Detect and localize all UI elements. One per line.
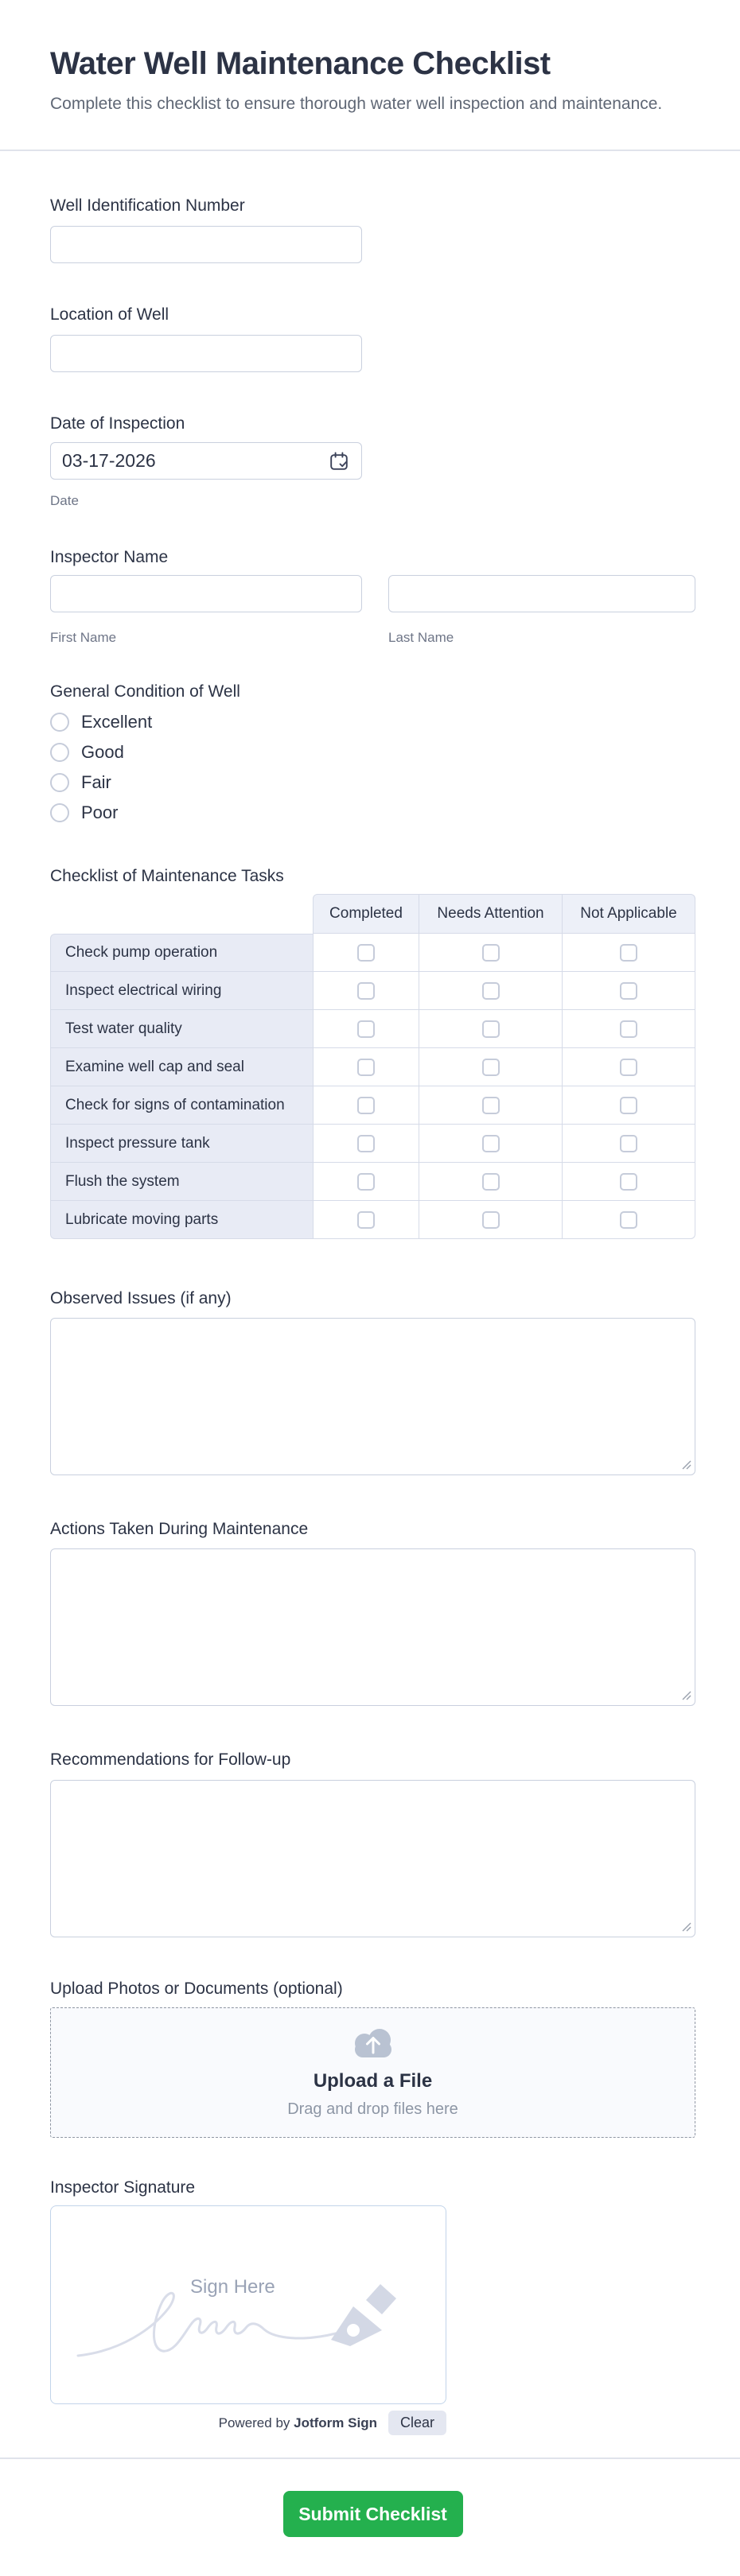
upload-hint: Drag and drop files here — [287, 2100, 458, 2119]
inspector-name-label: Inspector Name — [50, 548, 169, 567]
matrix-checkbox-needs-attention[interactable] — [419, 1086, 563, 1125]
matrix-row-label: Flush the system — [50, 1163, 313, 1201]
checkbox-icon[interactable] — [620, 1173, 637, 1191]
matrix-checkbox-not-applicable[interactable] — [563, 1086, 695, 1125]
matrix-checkbox-not-applicable[interactable] — [563, 1163, 695, 1201]
last-name-input[interactable] — [388, 575, 695, 612]
submit-button[interactable]: Submit Checklist — [283, 2491, 463, 2537]
checkbox-icon[interactable] — [357, 1135, 375, 1152]
matrix-row-label: Examine well cap and seal — [50, 1048, 313, 1086]
page-subtitle: Complete this checklist to ensure thorough water well inspection and maintenance. — [50, 95, 663, 113]
powered-by-text — [219, 2415, 377, 2431]
matrix-checkbox-needs-attention[interactable] — [419, 1201, 563, 1239]
matrix-checkbox-not-applicable[interactable] — [563, 1125, 695, 1163]
checkbox-icon[interactable] — [357, 1020, 375, 1038]
matrix-checkbox-not-applicable[interactable] — [563, 972, 695, 1010]
recommendations-textarea[interactable] — [50, 1780, 695, 1937]
matrix-checkbox-completed[interactable] — [313, 972, 419, 1010]
matrix-row-label: Check for signs of contamination — [50, 1086, 313, 1125]
radio-option-fair[interactable] — [50, 771, 695, 794]
matrix-row-label: Lubricate moving parts — [50, 1201, 313, 1239]
radio-icon[interactable] — [50, 743, 69, 762]
checkbox-icon[interactable] — [357, 944, 375, 962]
checkbox-icon[interactable] — [357, 1059, 375, 1076]
matrix-checkbox-completed[interactable] — [313, 1125, 419, 1163]
matrix-col-header-not-applicable: Not Applicable — [563, 894, 695, 934]
checkbox-icon[interactable] — [482, 1211, 500, 1229]
radio-option-label: Fair — [81, 771, 111, 792]
radio-option-poor[interactable] — [50, 802, 695, 824]
checkbox-icon[interactable] — [620, 1135, 637, 1152]
matrix-checkbox-completed[interactable] — [313, 934, 419, 972]
matrix-checkbox-not-applicable[interactable] — [563, 1048, 695, 1086]
checkbox-icon[interactable] — [620, 944, 637, 962]
upload-cloud-icon — [350, 2026, 396, 2059]
matrix-checkbox-completed[interactable] — [313, 1010, 419, 1048]
upload-label: Upload Photos or Documents (optional) — [50, 1979, 343, 1998]
footer-divider — [0, 2457, 740, 2459]
matrix-checkbox-not-applicable[interactable] — [563, 934, 695, 972]
header-divider — [0, 150, 740, 151]
checkbox-icon[interactable] — [357, 1173, 375, 1191]
checkbox-icon[interactable] — [482, 1173, 500, 1191]
checkbox-icon[interactable] — [620, 1097, 637, 1114]
matrix-checkbox-completed[interactable] — [313, 1163, 419, 1201]
matrix-checkbox-needs-attention[interactable] — [419, 1163, 563, 1201]
condition-label: General Condition of Well — [50, 682, 240, 701]
matrix-checkbox-needs-attention[interactable] — [419, 1125, 563, 1163]
date-sublabel: Date — [50, 492, 79, 508]
observed-issues-label: Observed Issues (if any) — [50, 1289, 232, 1308]
checkbox-icon[interactable] — [482, 1097, 500, 1114]
matrix-row-label: Test water quality — [50, 1010, 313, 1048]
calendar-check-icon[interactable] — [329, 451, 349, 472]
sign-here-placeholder: Sign Here — [190, 2276, 275, 2298]
date-field — [50, 442, 362, 480]
page-title: Water Well Maintenance Checklist — [50, 46, 551, 81]
upload-button-text[interactable]: Upload a File — [313, 2070, 433, 2092]
actions-taken-wrap — [50, 1548, 695, 1706]
checkbox-icon[interactable] — [482, 944, 500, 962]
matrix-row-label: Inspect pressure tank — [50, 1125, 313, 1163]
checkbox-icon[interactable] — [357, 1211, 375, 1229]
last-name-col — [388, 575, 695, 646]
recommendations-label: Recommendations for Follow-up — [50, 1750, 291, 1770]
matrix-checkbox-needs-attention[interactable] — [419, 972, 563, 1010]
checkbox-icon[interactable] — [620, 1059, 637, 1076]
radio-option-label: Poor — [81, 802, 119, 822]
date-input[interactable] — [50, 442, 362, 480]
radio-option-label: Good — [81, 741, 124, 762]
condition-radio-group — [50, 711, 695, 824]
checkbox-icon[interactable] — [620, 1211, 637, 1229]
submit-row — [50, 2491, 695, 2537]
recommendations-wrap — [50, 1780, 695, 1937]
matrix-checkbox-not-applicable[interactable] — [563, 1010, 695, 1048]
matrix-row-label: Check pump operation — [50, 934, 313, 972]
jotform-sign-brand: Jotform Sign — [294, 2415, 377, 2430]
actions-taken-label: Actions Taken During Maintenance — [50, 1520, 309, 1539]
clear-signature-button[interactable]: Clear — [388, 2411, 446, 2435]
signature-label: Inspector Signature — [50, 2178, 196, 2197]
first-name-col — [50, 575, 362, 646]
actions-taken-textarea[interactable] — [50, 1548, 695, 1706]
matrix-col-header-needs-attention: Needs Attention — [419, 894, 563, 934]
checkbox-icon[interactable] — [482, 1135, 500, 1152]
observed-issues-wrap — [50, 1318, 695, 1475]
checkbox-icon[interactable] — [357, 982, 375, 1000]
matrix-checkbox-needs-attention[interactable] — [419, 934, 563, 972]
matrix-checkbox-completed[interactable] — [313, 1048, 419, 1086]
first-name-sublabel: First Name — [50, 630, 117, 646]
radio-icon[interactable] — [50, 803, 69, 822]
radio-icon[interactable] — [50, 773, 69, 792]
well-id-input[interactable] — [50, 226, 362, 263]
checkbox-icon[interactable] — [482, 1020, 500, 1038]
radio-option-label: Excellent — [81, 711, 153, 732]
file-dropzone[interactable] — [50, 2007, 695, 2138]
matrix-checkbox-needs-attention[interactable] — [419, 1048, 563, 1086]
location-input[interactable] — [50, 335, 362, 372]
location-label: Location of Well — [50, 305, 169, 324]
matrix-col-header-completed: Completed — [313, 894, 419, 934]
name-row — [50, 575, 695, 646]
well-id-label: Well Identification Number — [50, 196, 245, 216]
radio-option-excellent[interactable] — [50, 711, 695, 733]
checkbox-icon[interactable] — [482, 1059, 500, 1076]
signature-footer — [50, 2411, 446, 2435]
matrix-checkbox-needs-attention[interactable] — [419, 1010, 563, 1048]
matrix-corner-cell — [50, 894, 313, 934]
checkbox-icon[interactable] — [357, 1097, 375, 1114]
matrix-row-label: Inspect electrical wiring — [50, 972, 313, 1010]
date-label: Date of Inspection — [50, 414, 185, 433]
signature-pad[interactable] — [50, 2205, 446, 2404]
radio-icon[interactable] — [50, 713, 69, 732]
matrix-checkbox-completed[interactable] — [313, 1086, 419, 1125]
checkbox-icon[interactable] — [620, 1020, 637, 1038]
matrix-label: Checklist of Maintenance Tasks — [50, 866, 284, 885]
observed-issues-textarea[interactable] — [50, 1318, 695, 1475]
checkbox-icon[interactable] — [482, 982, 500, 1000]
radio-option-good[interactable] — [50, 741, 695, 763]
maintenance-matrix-table — [50, 894, 695, 1239]
matrix-checkbox-completed[interactable] — [313, 1201, 419, 1239]
checkbox-icon[interactable] — [620, 982, 637, 1000]
powered-by-prefix: Powered by — [218, 2415, 290, 2430]
first-name-input[interactable] — [50, 575, 362, 612]
last-name-sublabel: Last Name — [388, 630, 454, 646]
matrix-checkbox-not-applicable[interactable] — [563, 1201, 695, 1239]
